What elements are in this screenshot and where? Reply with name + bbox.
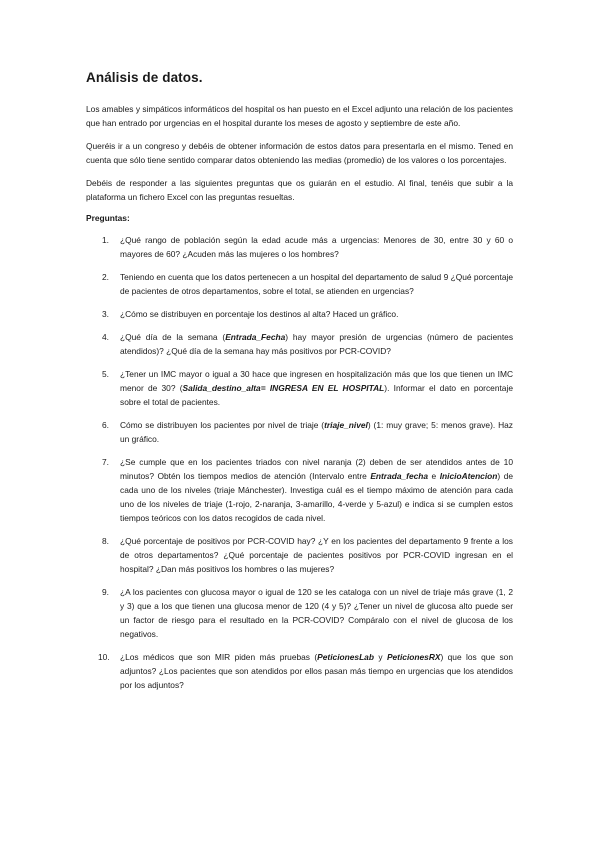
field-name: InicioAtencion	[439, 471, 498, 481]
question-text	[120, 369, 513, 407]
question-text	[120, 457, 513, 523]
question-number: 6.	[102, 420, 109, 430]
question-text-run: ¿Qué día de la semana (	[120, 332, 226, 342]
question-text	[120, 272, 513, 296]
field-name: Entrada_fecha	[370, 471, 429, 481]
question-number: 4.	[102, 332, 109, 342]
question-text	[120, 309, 398, 319]
question-number: 7.	[102, 457, 109, 467]
question-text-run: e	[428, 471, 440, 481]
question-item	[86, 534, 513, 576]
field-name: Salida_destino_alta= INGRESA EN EL HOSPITAL	[182, 383, 385, 393]
question-item	[86, 233, 513, 261]
intro-paragraph-2: Queréis ir a un congreso y debéis de obtener información de estos datos para presentarla en el mismo. Tened en cuenta que sólo tiene sentido comparar datos obteniendo las medias (promedio) de los valores o los porcentajes.	[86, 141, 513, 165]
question-text-run: ¿Qué rango de población según la edad acude más a urgencias: Menores de 30, entre 30 y 60 o mayores de 60? ¿Acuden más las mujeres o los hombres?	[120, 235, 513, 259]
question-text-run: ¿Tener un IMC mayor o igual a 30 hace que ingresen en hospitalización más que los que tienen un IMC menor de 30? (	[120, 369, 513, 393]
question-text	[120, 332, 513, 356]
question-text-run: ¿A los pacientes con glucosa mayor o igual de 120 se les cataloga con un nivel de triaje más grave (1, 2 y 3) que a los que tienen una glucosa menor de 120 (4 y 5)? ¿Tener un nivel de glucosa alto puede ser un factor de riesgo para el resultado en la PCR-COVID? Compáralo con el nivel de glucosa de los negativos.	[120, 587, 513, 639]
question-item	[86, 585, 513, 641]
field-name: Entrada_Fecha	[225, 332, 286, 342]
question-text-run: ¿Qué porcentaje de positivos por PCR-COVID hay? ¿Y en los pacientes del departamento 9 frente a los de otros departamentos? ¿Qué porcentaje de pacientes positivos por PCR-COVID ingresan en el hospital? ¿Dan más positivos los hombres o las mujeres?	[120, 536, 513, 574]
question-number: 3.	[102, 309, 109, 319]
question-number: 9.	[102, 587, 109, 597]
question-text-run: ) que los que son adjuntos? ¿Los pacientes que son atendidos por ellos pasan más tiempo en urgencias que los atendidos por los adjuntos?	[120, 652, 513, 690]
question-text-run: y	[373, 652, 387, 662]
questions-heading: Preguntas:	[86, 213, 130, 223]
question-text	[120, 536, 513, 574]
intro-paragraph-1: Los amables y simpáticos informáticos del hospital os han puesto en el Excel adjunto una relación de los pacientes que han entrado por urgencias en el hospital durante los meses de agosto y septiembre de este año.	[86, 104, 513, 128]
question-item	[86, 307, 513, 321]
questions-list	[86, 233, 513, 692]
question-item	[86, 650, 513, 692]
question-number: 8.	[102, 536, 109, 546]
question-text	[120, 420, 513, 444]
question-number: 10.	[98, 652, 110, 662]
question-item	[86, 367, 513, 409]
question-text-run: ) hay mayor presión de urgencias (número de pacientes atendidos)? ¿Qué día de la semana hay más positivos por PCR-COVID?	[120, 332, 514, 356]
question-text-run: ¿Los médicos que son MIR piden más pruebas (	[120, 652, 318, 662]
question-text-run: ¿Cómo se distribuyen en porcentaje los destinos al alta? Haced un gráfico.	[120, 309, 399, 319]
question-item	[86, 270, 513, 298]
question-number: 5.	[102, 369, 109, 379]
question-text-run: Cómo se distribuyen los pacientes por nivel de triaje (	[120, 420, 325, 430]
field-name: PeticionesLab	[317, 652, 374, 662]
question-text-run: ) (1: muy grave; 5: menos grave). Haz un gráfico.	[120, 420, 513, 444]
question-text-run: ¿Se cumple que en los pacientes triados con nivel naranja (2) deben de ser atendidos antes de 10 minutos? Obtén los tiempos medios de atención (Intervalo entre	[120, 457, 513, 481]
question-text	[120, 235, 513, 259]
question-number: 1.	[102, 235, 109, 245]
field-name: triaje_nivel	[324, 420, 368, 430]
question-text	[120, 587, 513, 639]
field-name: PeticionesRX	[386, 652, 441, 662]
question-item	[86, 455, 513, 525]
question-text-run: ) de cada uno de los niveles (triaje Mánchester). Investiga cuál es el tiempo máximo de atención para cada uno de los niveles de triaje (1-rojo, 2-naranja, 3-amarillo, 4-verde y 5-azul) e indica si se cumplen estos tiempos teóricos con los datos recogidos de cada nivel.	[120, 471, 514, 523]
document-title: Análisis de datos.	[86, 70, 203, 85]
question-item	[86, 330, 513, 358]
intro-paragraph-3: Debéis de responder a las siguientes preguntas que os guiarán en el estudio. Al final, tenéis que subir a la plataforma un fichero Excel con las preguntas resueltas.	[86, 178, 513, 202]
question-item	[86, 418, 513, 446]
question-number: 2.	[102, 272, 109, 282]
question-text	[120, 652, 513, 690]
question-text-run: ). Informar el dato en porcentaje sobre el total de pacientes.	[120, 383, 513, 407]
question-text-run: Teniendo en cuenta que los datos pertenecen a un hospital del departamento de salud 9 ¿Qué porcentaje de pacientes de otros departamentos, sobre el total, se atienden en urgencias?	[120, 272, 513, 296]
